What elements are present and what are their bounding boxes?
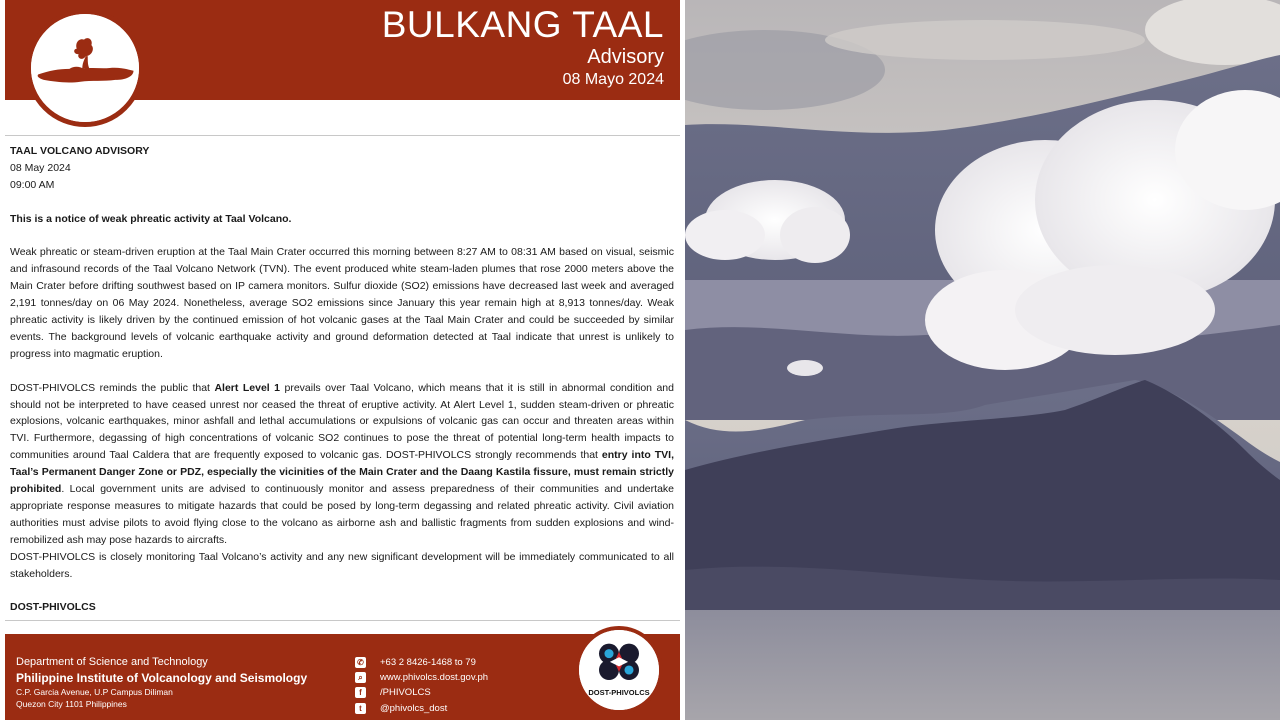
header-divider xyxy=(5,135,680,136)
phone-icon: ✆ xyxy=(355,657,366,668)
advisory-paragraph-alert-level: DOST-PHIVOLCS reminds the public that Alert Level 1 prevails over Taal Volcano, which means that it is still in abnormal condition and should not be interpreted to have ceased unrest nor ceased the threat of eruptive activity. At Alert Level 1, sudden steam-driven or phreatic explosions, volcanic earthquakes, minor ashfall and lethal accumulations or expulsions of volcanic gas can occur and threaten areas within TVI. Furthermore, degassing of high concentrations of volcanic SO2 continues to pose the threat of potential long-term health impacts to communities around Taal Caldera that are frequently exposed to volcanic gas. DOST-PHIVOLCS strongly recommends that entry into TVI, Taal’s Permanent Danger Zone or PDZ, especially the vicinities of the Main Crater and the Daang Kastila fissure, must remain strictly prohibited. Local government units are advised to continuously monitor and assess preparedness of their communities and undertake appropriate response measures to mitigate hazards that could be posed by long-term degassing and related phreatic activity. Civil aviation authorities must advise pilots to avoid flying close to the volcano as airborne ash and ballistic fragments from sudden explosions and wind-remobilized ash may pose hazards to aircrafts. xyxy=(10,381,674,546)
advisory-paragraph-activity: Weak phreatic or steam-driven eruption at the Taal Main Crater occurred this morning between 8:27 AM to 08:31 AM based on visual, seismic and infrasound records of the Taal Volcano Network (TVN). The event produced white steam-laden plumes that rose 2000 meters above the Main Crater before drifting southwest based on IP camera monitors. Sulfur dioxide (SO2) emissions have decreased last week and averaged 2,191 tonnes/day on 06 May 2024. Nonetheless, average SO2 emissions since January this year remain high at 8,913 tonnes/day. Weak phreatic activity is likely driven by the continued emission of hot volcanic gases at the Taal Main Crater and could be succeeded by similar events. The background levels of volcanic earthquake activity and ground deformation detected at Taal indicate that unrest is unlikely to progress into magmatic eruption. xyxy=(10,246,674,360)
footer-institute: Philippine Institute of Volcanology and Seismology xyxy=(16,671,308,685)
header-date: 08 Mayo 2024 xyxy=(562,71,664,88)
facebook-icon: f xyxy=(355,687,366,698)
advisory-signature: DOST-PHIVOLCS xyxy=(10,601,96,614)
twitter-icon: t xyxy=(355,703,366,714)
header-subtitle: Advisory xyxy=(587,46,664,68)
footer-address-line2: Quezon City 1101 Philippines xyxy=(16,699,127,709)
advisory-time: 09:00 AM xyxy=(10,178,55,191)
advisory-date: 08 May 2024 xyxy=(10,161,71,174)
taal-volcano-photo xyxy=(685,0,1280,720)
footer-divider xyxy=(5,620,680,621)
alert-level-text: Alert Level 1 xyxy=(214,381,281,394)
advisory-body xyxy=(10,143,674,616)
advisory-footer: Department of Science and Technology Philippine Institute of Volcanology and Seismology C.P. Garcia Avenue, U.P Campus Diliman Quezon City 1101 Philippines ✆ +63 2 8426-1468 to 79 ⌕ www.phivolcs.dost.gov.ph f /PHIVOLCS t @phivolcs_dost DOST-PHIVOLCS xyxy=(5,634,680,720)
dost-phivolcs-logo xyxy=(575,626,663,714)
advisory-paragraph-monitoring: DOST-PHIVOLCS is closely monitoring Taal Volcano’s activity and any new significant development will be immediately communicated to all stakeholders. xyxy=(10,550,674,580)
footer-logo-label: DOST-PHIVOLCS xyxy=(588,688,650,697)
taal-volcano-island-logo-icon xyxy=(26,9,144,127)
footer-department: Department of Science and Technology xyxy=(16,656,208,668)
pdz-entry-prohibition-text: entry into TVI, Taal’s Permanent Danger Zone or PDZ, especially the vicinities of the Main Crater and the Daang Kastila fissure, must remain strictly prohibited xyxy=(10,449,674,496)
advisory-notice: This is a notice of weak phreatic activity at Taal Volcano. xyxy=(10,212,292,225)
footer-address-line1: C.P. Garcia Avenue, U.P Campus Diliman xyxy=(16,687,173,697)
web-search-icon: ⌕ xyxy=(355,672,366,683)
header-title: BULKANG TAAL xyxy=(381,4,664,45)
advisory-title: TAAL VOLCANO ADVISORY xyxy=(10,145,150,157)
